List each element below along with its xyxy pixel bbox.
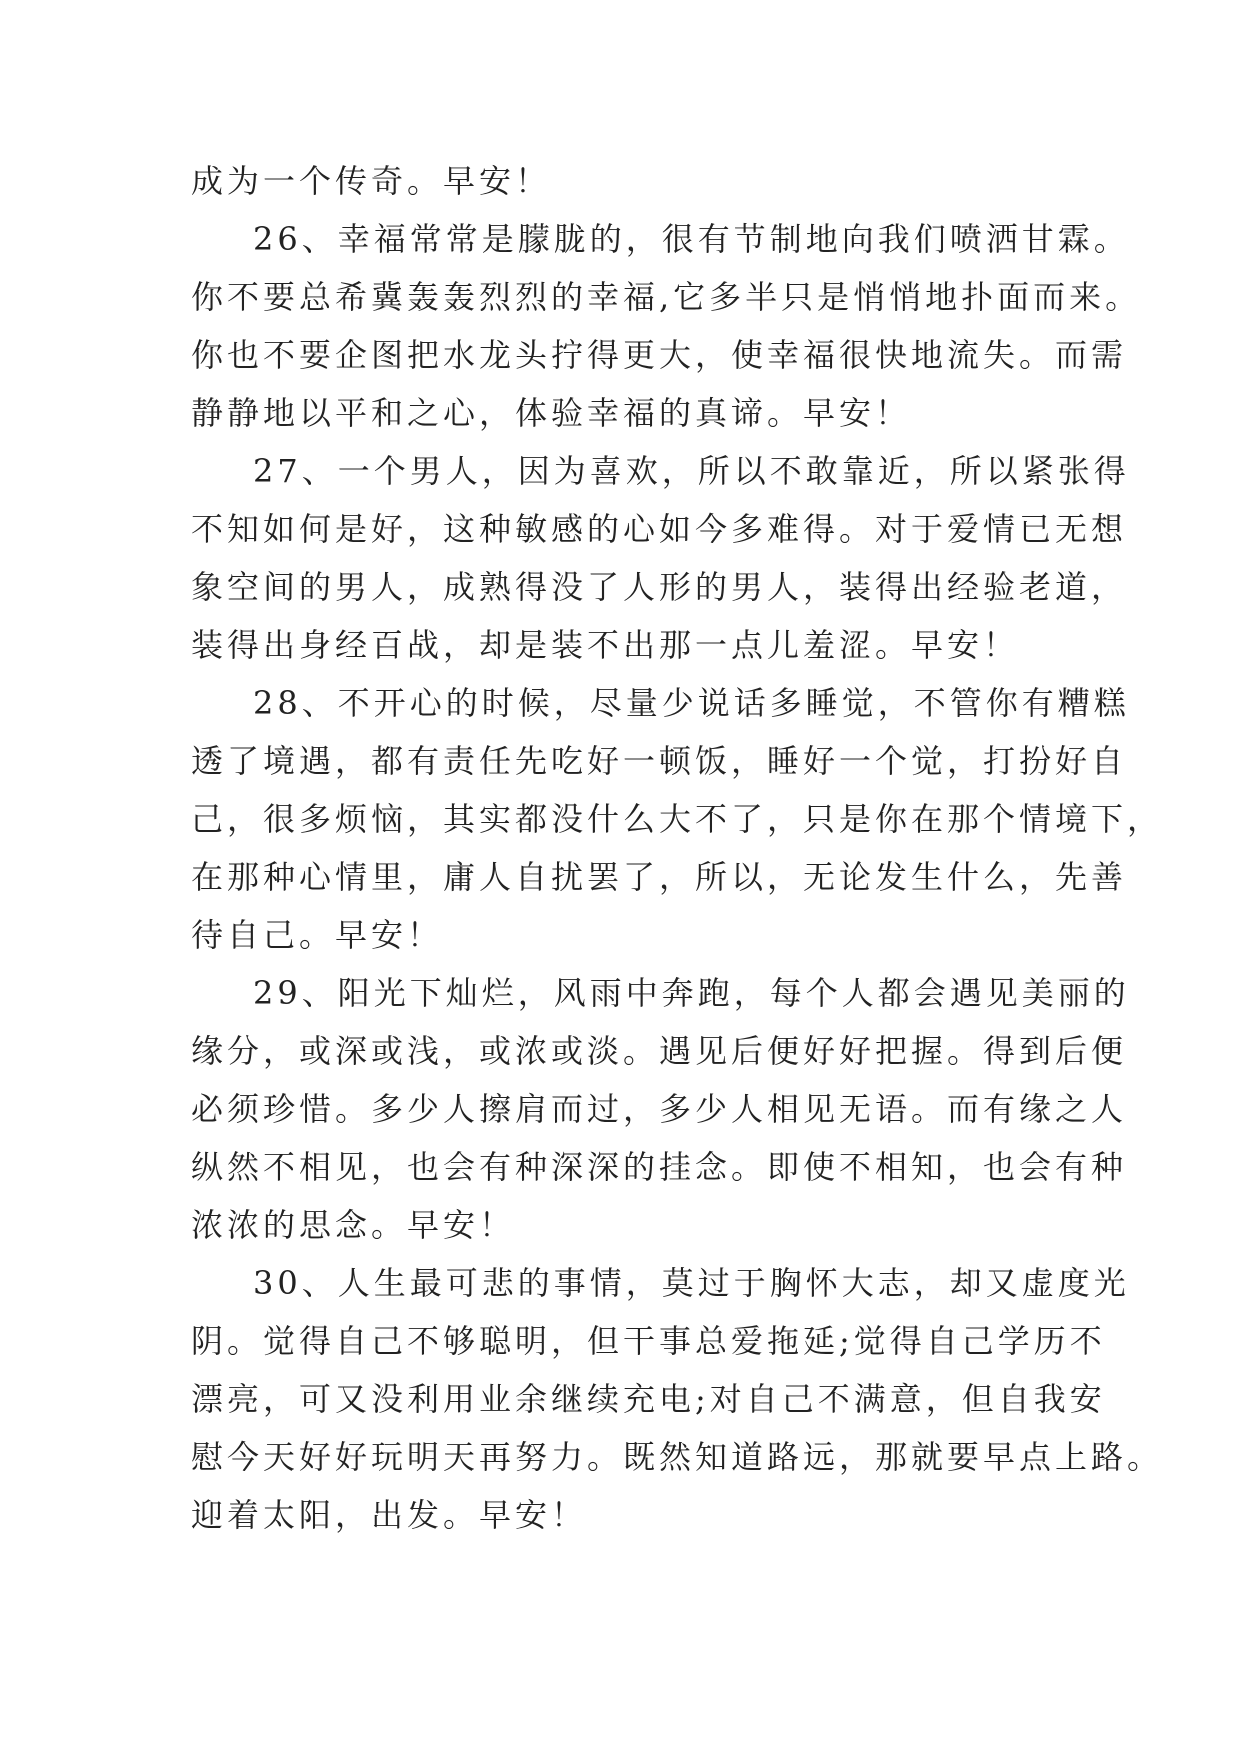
text-line: 待自己。早安！ [191, 916, 444, 954]
text-line: 慰今天好好玩明天再努力。既然知道路远，那就要早点上路。 [191, 1438, 1164, 1476]
text-line: 26、幸福常常是朦胧的，很有节制地向我们喷洒甘霖。 [253, 220, 1130, 258]
text-line: 己，很多烦恼，其实都没什么大不了，只是你在那个情境下， [191, 800, 1164, 838]
text-line: 象空间的男人，成熟得没了人形的男人，装得出经验老道， [191, 568, 1128, 606]
text-line: 透了境遇，都有责任先吃好一顿饭，睡好一个觉，打扮好自 [191, 742, 1128, 780]
text-line: 浓浓的思念。早安！ [191, 1206, 516, 1244]
text-line: 不知如何是好，这种敏感的心如今多难得。对于爱情已无想 [191, 510, 1128, 548]
text-line: 静静地以平和之心，体验幸福的真谛。早安！ [191, 394, 912, 432]
text-line: 在那种心情里，庸人自扰罢了，所以，无论发生什么，先善 [191, 858, 1128, 896]
text-line: 阴。觉得自己不够聪明，但干事总爱拖延;觉得自己学历不 [191, 1322, 1106, 1360]
text-line: 成为一个传奇。早安！ [191, 162, 552, 200]
text-line: 30、人生最可悲的事情，莫过于胸怀大志，却又虚度光 [253, 1264, 1130, 1302]
text-line: 装得出身经百战，却是装不出那一点儿羞涩。早安！ [191, 626, 1020, 664]
text-line: 27、一个男人，因为喜欢，所以不敢靠近，所以紧张得 [253, 452, 1130, 490]
text-line: 你不要总希冀轰轰烈烈的幸福,它多半只是悄悄地扑面而来。 [191, 278, 1142, 316]
text-line: 纵然不相见，也会有种深深的挂念。即使不相知，也会有种 [191, 1148, 1128, 1186]
text-line: 29、阳光下灿烂，风雨中奔跑，每个人都会遇见美丽的 [253, 974, 1130, 1012]
text-line: 漂亮，可又没利用业余继续充电;对自己不满意，但自我安 [191, 1380, 1106, 1418]
text-line: 28、不开心的时候，尽量少说话多睡觉，不管你有糟糕 [253, 684, 1130, 722]
text-line: 缘分，或深或浅，或浓或淡。遇见后便好好把握。得到后便 [191, 1032, 1128, 1070]
text-line: 必须珍惜。多少人擦肩而过，多少人相见无语。而有缘之人 [191, 1090, 1128, 1128]
text-line: 迎着太阳，出发。早安！ [191, 1496, 588, 1534]
text-line: 你也不要企图把水龙头拧得更大，使幸福很快地流失。而需 [191, 336, 1128, 374]
document-page [191, 152, 1164, 1544]
